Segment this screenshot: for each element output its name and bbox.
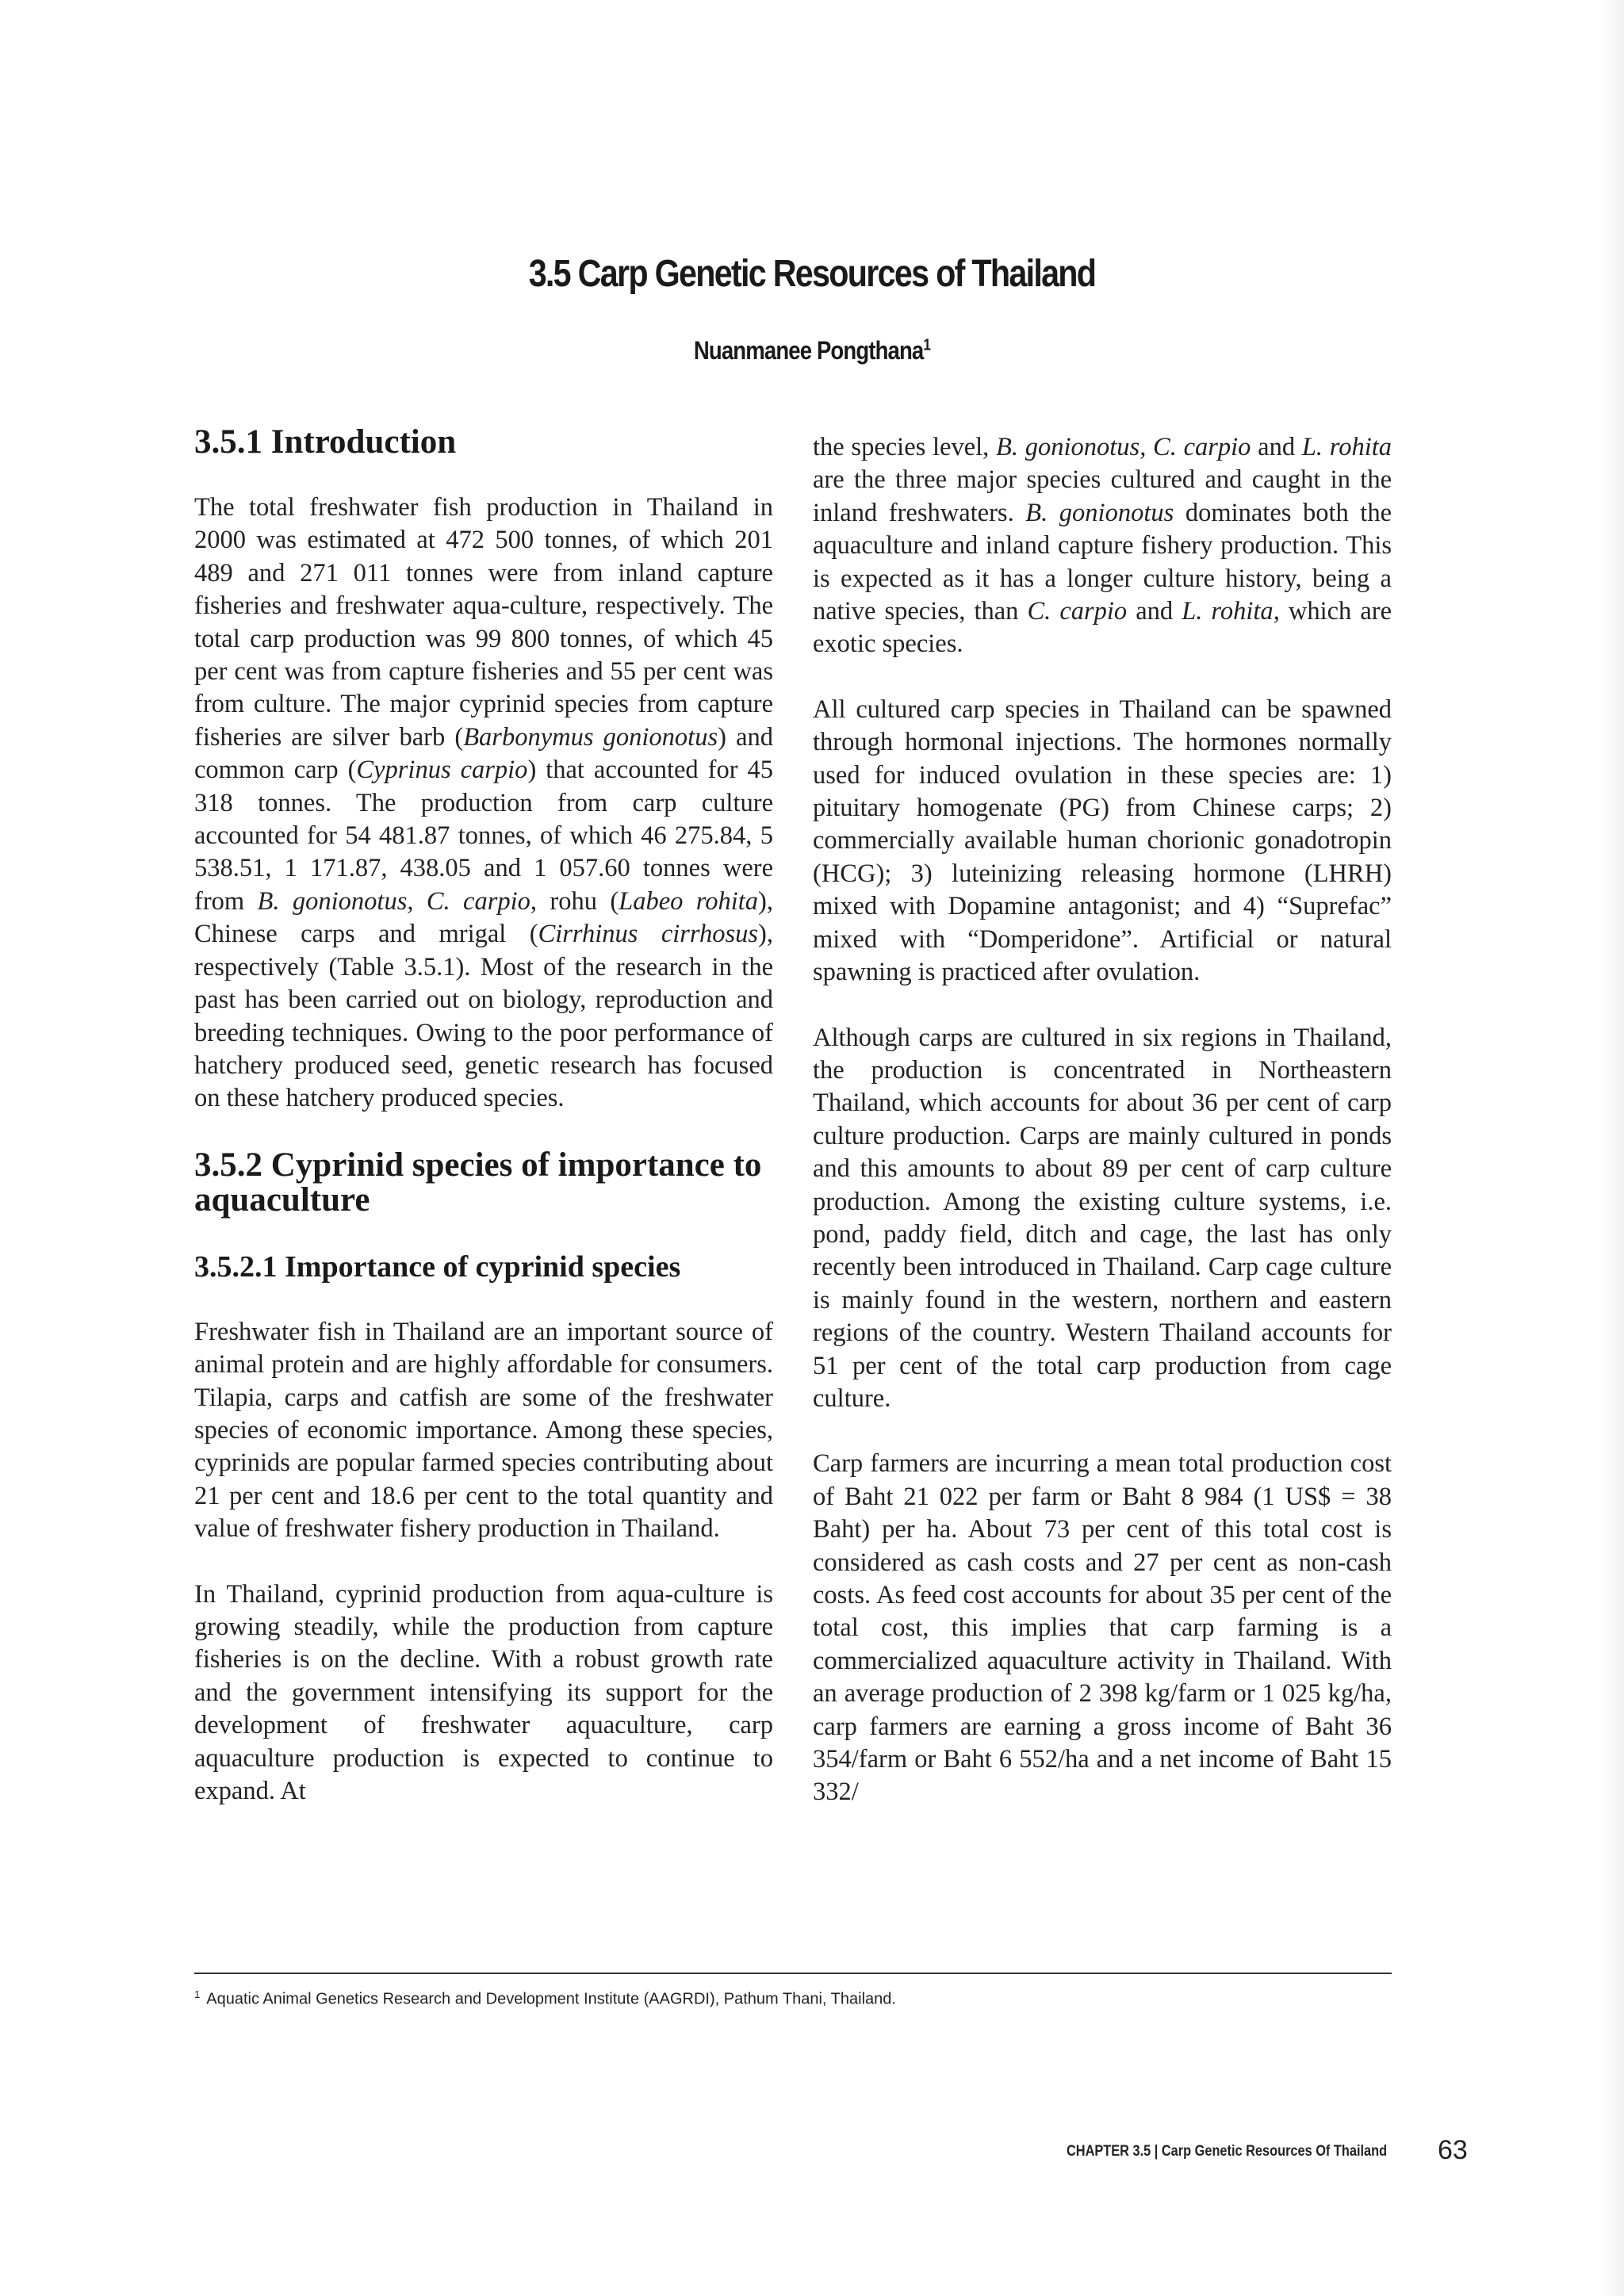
footnote-marker: 1 xyxy=(194,1988,201,2000)
section-heading-introduction: 3.5.1 Introduction xyxy=(194,423,457,461)
production-cost-paragraph: Carp farmers are incurring a mean total production cost of Baht 21 022 per farm or Baht 8 984 (1 US$ = 38 Baht) per ha. About 73 per cent of this total cost is considered as cash costs and 27 per cent as non-cash costs. As feed cost accounts for about 35 per cent of the total cost, this implies that carp farming is a commercialized aquaculture activity in Thailand. With an average production of 2 398 kg/farm or 1 025 kg/ha, carp farmers are earning a gross income of Baht 36 354/farm or Baht 6 552/ha and a net income of Baht 15 332/ xyxy=(813,1449,1392,1807)
running-footer: CHAPTER 3.5 | Carp Genetic Resources Of Thailand xyxy=(1067,2143,1388,2160)
importance-paragraph-2: In Thailand, cyprinid production from aqua-culture is growing steadily, while the production from capture fisheries is on the decline. With a robust growth rate and the government intensifying its support for the development of freshwater aquaculture, carp aquaculture production is expected to continue to expand. At xyxy=(194,1579,773,1805)
left-column xyxy=(194,425,773,1808)
footnote-divider xyxy=(194,1973,1392,1974)
section-heading-cyprinid-species: 3.5.2 Cyprinid species of importance to aquaculture xyxy=(194,1146,762,1219)
chapter-title: 3.5 Carp Genetic Resources of Thailand xyxy=(528,253,1096,295)
page-number: 63 xyxy=(1438,2135,1468,2165)
right-column xyxy=(813,431,1392,1809)
introduction-paragraph: The total freshwater fish production in Thailand in 2000 was estimated at 472 500 tonnes, of which 201 489 and 271 011 tonnes were from inland capture fisheries and freshwater aqua-culture, respectively. The total carp production was 99 800 tonnes, of which 45 per cent was from capture fisheries and 55 per cent was from culture. The major cyprinid species from capture fisheries are silver barb (Barbonymus gonionotus) and common carp (Cyprinus carpio) that accounted for 45 318 tonnes. The production from carp culture accounted for 54 481.87 tonnes, of which 46 275.84, 5 538.51, 1 171.87, 438.05 and 1 057.60 tonnes were from B. gonionotus, C. carpio, rohu (Labeo rohita), Chinese carps and mrigal (Cirrhinus cirrhosus), respectively (Table 3.5.1). Most of the research in the past has been carried out on biology, reproduction and breeding techniques. Owing to the poor performance of hatchery produced seed, genetic research has focused on these hatchery produced species. xyxy=(194,493,774,1113)
spawning-paragraph: All cultured carp species in Thailand can be spawned through hormonal injections. The hormones normally used for induced ovulation in these species are: 1) pituitary homogenate (PG) from Chinese carps; 2) commercially available human chorionic gonadotropin (HCG); 3) luteinizing releasing hormone (LHRH) mixed with Dopamine antagonist; and 4) “Suprefac” mixed with “Domperidone”. Artificial or natural spawning is practiced after ovulation. xyxy=(813,695,1392,987)
regions-paragraph: Although carps are cultured in six regions in Thailand, the production is concentrated in Northeastern Thailand, which accounts for about 36 per cent of carp culture production. Carps are mainly cultured in ponds and this amounts to about 89 per cent of carp culture production. Among the existing culture systems, i.e. pond, paddy field, ditch and cage, the last has only recently been introduced in Thailand. Carp cage culture is mainly found in the western, northern and eastern regions of the country. Western Thailand accounts for 51 per cent of the total carp production from cage culture. xyxy=(813,1023,1392,1413)
footnote xyxy=(194,1988,896,2009)
species-level-paragraph: the species level, B. gonionotus, C. carpio and L. rohita are the three major species cultured and caught in the inland freshwaters. B. gonionotus dominates both the aquaculture and inland capture fishery production. This is expected as it has a longer culture history, being a native species, than C. carpio and L. rohita, which are exotic species. xyxy=(813,433,1392,659)
footnote-text: Aquatic Animal Genetics Research and Development Institute (AAGRDI), Pathum Thani, Thailand. xyxy=(206,1990,896,2008)
author-name: Nuanmanee Pongthana xyxy=(693,336,924,365)
author-footnote-marker: 1 xyxy=(923,336,931,354)
subsection-heading-importance: 3.5.2.1 Importance of cyprinid species xyxy=(194,1249,681,1284)
importance-paragraph-1: Freshwater fish in Thailand are an important source of animal protein and are highly affordable for consumers. Tilapia, carps and catfish are some of the freshwater species of economic importance. Among these species, cyprinids are popular farmed species contributing about 21 per cent and 18.6 per cent to the total quantity and value of freshwater fishery production in Thailand. xyxy=(194,1317,773,1544)
page-edge-shadow xyxy=(1600,0,1624,2296)
author-line xyxy=(113,336,1510,365)
